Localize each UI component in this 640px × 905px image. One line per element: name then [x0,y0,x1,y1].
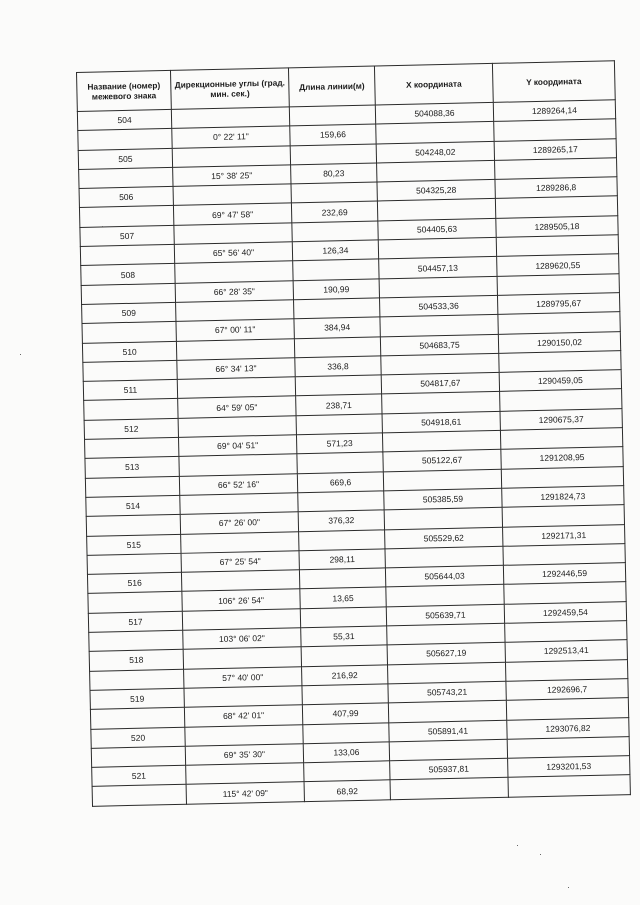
direction-angle-cell: 69° 04' 51" [178,435,296,457]
x-coordinate-cell: 505639,71 [386,604,504,626]
y-coordinate-cell: 1290675,37 [500,408,622,430]
x-coordinate-cell: 504817,67 [381,372,499,394]
line-length-cell: 407,99 [302,703,388,724]
direction-angle-cell: 15° 38' 25" [173,165,291,187]
empty-name-cell [86,515,180,536]
empty-name-cell [85,437,179,458]
x-coordinate-cell: 505627,19 [387,643,505,665]
empty-angle-cell [171,107,289,129]
x-coordinate-cell: 505122,67 [383,450,501,472]
empty-length-cell [299,529,385,550]
y-coordinate-cell: 1289286,8 [495,177,617,199]
x-coordinate-cell: 504405,63 [378,218,496,240]
x-coordinate-cell: 504088,36 [375,102,493,124]
y-coordinate-cell: 1290459,05 [499,370,621,392]
header-y-coordinate: Y координата [492,61,615,103]
x-coordinate-cell: 505937,81 [390,758,508,780]
y-coordinate-cell: 1290150,02 [498,331,620,353]
empty-x-cell [388,700,506,722]
x-coordinate-cell: 505891,41 [389,720,507,742]
empty-angle-cell [172,145,290,167]
empty-x-cell [382,430,500,452]
empty-length-cell [289,105,375,126]
direction-angle-cell: 67° 00' 11" [176,319,294,341]
empty-y-cell [501,466,623,488]
x-coordinate-cell: 505644,03 [385,565,503,587]
empty-name-cell [78,129,172,150]
empty-length-cell [291,182,377,203]
direction-angle-cell: 68° 42' 01" [184,705,302,727]
y-coordinate-cell: 1292446,59 [503,563,625,585]
direction-angle-cell: 115° 42' 09" [186,782,304,804]
x-coordinate-cell: 505385,59 [384,488,502,510]
scan-speck [568,887,569,888]
empty-x-cell [380,315,498,337]
empty-x-cell [387,623,505,645]
empty-length-cell [292,221,378,242]
point-name-cell: 521 [92,765,186,786]
empty-angle-cell [173,184,291,206]
empty-angle-cell [176,338,294,360]
empty-angle-cell [176,300,294,322]
empty-y-cell [500,389,622,411]
empty-angle-cell [181,570,299,592]
empty-name-cell [79,206,173,227]
empty-name-cell [80,244,174,265]
line-length-cell: 126,34 [292,240,378,261]
line-length-cell: 55,31 [301,626,387,647]
y-coordinate-cell: 1292171,31 [503,524,625,546]
empty-x-cell [389,739,507,761]
x-coordinate-cell: 504325,28 [377,180,495,202]
empty-angle-cell [178,416,296,438]
empty-x-cell [377,199,495,221]
point-name-cell: 513 [85,457,179,478]
line-length-cell: 68,92 [304,780,390,801]
empty-angle-cell [175,261,293,283]
empty-y-cell [499,351,621,373]
x-coordinate-cell: 504683,75 [380,334,498,356]
scan-speck [517,845,518,846]
empty-name-cell [89,630,183,651]
empty-y-cell [506,698,628,720]
direction-angle-cell: 69° 47' 58" [173,203,291,225]
empty-x-cell [379,276,497,298]
empty-y-cell [505,659,627,681]
empty-name-cell [85,476,179,497]
empty-name-cell [79,167,173,188]
empty-x-cell [385,546,503,568]
empty-x-cell [377,160,495,182]
point-name-cell: 517 [88,611,182,632]
empty-y-cell [504,582,626,604]
header-point-name: Название (номер) межевого знака [77,70,172,111]
empty-x-cell [384,508,502,530]
empty-length-cell [294,336,380,357]
empty-length-cell [296,414,382,435]
direction-angle-cell: 67° 25' 54" [181,551,299,573]
y-coordinate-cell: 1291824,73 [502,486,624,508]
direction-angle-cell: 69° 35' 30" [185,744,303,766]
scan-speck [102,226,103,227]
line-length-cell: 571,23 [296,433,382,454]
y-coordinate-cell: 1292696,7 [506,679,628,701]
point-name-cell: 512 [84,418,178,439]
empty-x-cell [378,237,496,259]
line-length-cell: 336,8 [295,356,381,377]
empty-angle-cell [181,531,299,553]
empty-length-cell [294,298,380,319]
point-name-cell: 507 [80,225,174,246]
empty-angle-cell [177,377,295,399]
empty-y-cell [500,428,622,450]
empty-name-cell [90,669,184,690]
empty-y-cell [494,119,616,141]
empty-length-cell [299,568,385,589]
empty-angle-cell [184,686,302,708]
empty-length-cell [301,645,387,666]
line-length-cell: 216,92 [302,664,388,685]
direction-angle-cell: 64° 59' 05" [178,396,296,418]
empty-angle-cell [180,493,298,515]
empty-y-cell [507,736,629,758]
empty-length-cell [300,607,386,628]
empty-y-cell [495,196,617,218]
empty-length-cell [295,375,381,396]
empty-y-cell [502,505,624,527]
scan-speck [540,854,541,855]
empty-y-cell [496,235,618,257]
y-coordinate-cell: 1289265,17 [494,138,616,160]
direction-angle-cell: 57° 40' 00" [184,666,302,688]
empty-y-cell [495,158,617,180]
point-name-cell: 518 [89,650,183,671]
point-name-cell: 506 [79,187,173,208]
empty-y-cell [503,543,625,565]
point-name-cell: 514 [86,495,180,516]
empty-length-cell [290,144,376,165]
y-coordinate-cell: 1289505,18 [496,215,618,237]
y-coordinate-cell: 1289264,14 [493,100,615,122]
x-coordinate-cell: 505743,21 [388,681,506,703]
empty-name-cell [84,399,178,420]
line-length-cell: 384,94 [294,317,380,338]
header-line-length: Длина линии(м) [288,66,375,107]
x-coordinate-cell: 504533,36 [380,295,498,317]
empty-y-cell [498,312,620,334]
point-name-cell: 511 [83,380,177,401]
line-length-cell: 133,06 [303,742,389,763]
header-x-coordinate: X координата [374,63,493,105]
empty-angle-cell [185,724,303,746]
empty-name-cell [81,283,175,304]
empty-length-cell [302,684,388,705]
empty-angle-cell [182,608,300,630]
direction-angle-cell: 66° 52' 16" [179,473,297,495]
empty-angle-cell [183,647,301,669]
point-name-cell: 520 [91,727,185,748]
point-name-cell: 508 [81,264,175,285]
empty-length-cell [303,722,389,743]
empty-length-cell [304,761,390,782]
line-length-cell: 80,23 [291,163,377,184]
y-coordinate-cell: 1292459,54 [504,601,626,623]
y-coordinate-cell: 1289795,67 [497,293,619,315]
x-coordinate-cell: 504918,61 [382,411,500,433]
empty-length-cell [297,452,383,473]
point-name-cell: 516 [87,572,181,593]
empty-length-cell [298,491,384,512]
line-length-cell: 238,71 [296,394,382,415]
scan-speck [20,354,21,355]
point-name-cell: 505 [78,148,172,169]
line-length-cell: 190,99 [293,279,379,300]
empty-name-cell [92,785,186,806]
y-coordinate-cell: 1291208,95 [501,447,623,469]
empty-y-cell [505,621,627,643]
empty-name-cell [91,746,185,767]
empty-angle-cell [186,763,304,785]
direction-angle-cell: 67° 26' 00" [180,512,298,534]
x-coordinate-cell: 505529,62 [385,527,503,549]
header-direction-angle: Дирекционные углы (град. мин. сек.) [170,68,289,110]
x-coordinate-cell: 504248,02 [376,141,494,163]
line-length-cell: 298,11 [299,549,385,570]
line-length-cell: 13,65 [300,587,386,608]
empty-name-cell [90,707,184,728]
empty-name-cell [82,322,176,343]
direction-angle-cell: 0° 22' 11" [172,126,290,148]
point-name-cell: 519 [90,688,184,709]
point-name-cell: 510 [82,341,176,362]
empty-name-cell [88,592,182,613]
point-name-cell: 515 [87,534,181,555]
direction-angle-cell: 65° 56' 40" [174,242,292,264]
line-length-cell: 669,6 [297,472,383,493]
y-coordinate-cell: 1289620,55 [497,254,619,276]
line-length-cell: 232,69 [291,201,377,222]
point-name-cell: 504 [77,109,171,130]
line-length-cell: 376,32 [298,510,384,531]
empty-x-cell [390,778,508,800]
empty-length-cell [293,259,379,280]
empty-x-cell [376,122,494,144]
empty-x-cell [386,585,504,607]
table-body [77,100,630,806]
line-length-cell: 159,66 [290,124,376,145]
empty-y-cell [508,775,630,797]
empty-y-cell [497,273,619,295]
empty-x-cell [381,353,499,375]
boundary-points-table [76,60,631,806]
direction-angle-cell: 103° 06' 02" [183,628,301,650]
x-coordinate-cell: 504457,13 [379,257,497,279]
direction-angle-cell: 66° 28' 35" [175,280,293,302]
empty-angle-cell [174,223,292,245]
y-coordinate-cell: 1293201,53 [508,756,630,778]
empty-x-cell [387,662,505,684]
empty-x-cell [383,469,501,491]
point-name-cell: 509 [82,302,176,323]
y-coordinate-cell: 1293076,82 [507,717,629,739]
empty-name-cell [83,360,177,381]
empty-name-cell [87,553,181,574]
direction-angle-cell: 106° 26' 54" [182,589,300,611]
empty-x-cell [382,392,500,414]
empty-angle-cell [179,454,297,476]
y-coordinate-cell: 1292513,41 [505,640,627,662]
direction-angle-cell: 66° 34' 13" [177,358,295,380]
